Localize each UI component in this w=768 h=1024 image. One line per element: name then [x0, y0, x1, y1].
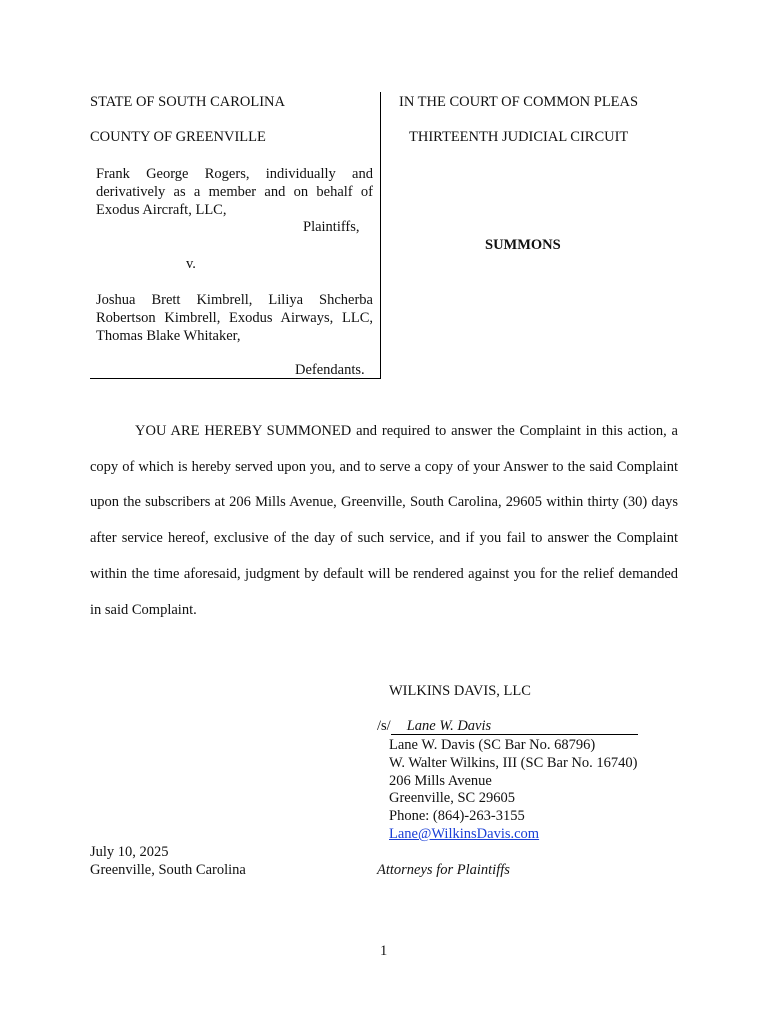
signature-line	[377, 718, 638, 735]
summons-paragraph	[90, 414, 678, 628]
plaintiff-line-1: Frank George Rogers, individually and	[96, 166, 373, 182]
versus-label: v.	[186, 256, 196, 272]
document-title: SUMMONS	[485, 237, 561, 253]
caption-vertical-rule	[380, 92, 381, 378]
state-name: STATE OF SOUTH CAROLINA	[90, 94, 285, 110]
defendant-line-1: Joshua Brett Kimbrell, Liliya Shcherba	[96, 292, 373, 308]
address-line-1: 206 Mills Avenue	[389, 772, 492, 789]
email-link[interactable]: Lane@WilkinsDavis.com	[389, 825, 540, 842]
phone-number: Phone: (864)-263-3155	[389, 808, 525, 825]
place: Greenville, South Carolina	[90, 862, 246, 878]
summons-text: YOU ARE HEREBY SUMMONED and required to answer the Complaint in this action, a copy of which is hereby served upon you, and to serve a copy of your Answer to the said Complaint upon the subscribers at 206 Mills Avenue, Greenville, South Carolina, 29605 within thirty (30) days after service hereof, exclusive of the day of such service, and if you fail to answer the Complaint within the time aforesaid, judgment by default will be rendered against you for the relief demanded in said Complaint.	[90, 423, 678, 618]
attorney-2: W. Walter Wilkins, III (SC Bar No. 16740)	[389, 754, 638, 771]
attorney-block	[389, 737, 637, 844]
date: July 10, 2025	[90, 844, 169, 860]
defendant-block	[96, 291, 373, 345]
attorney-1: Lane W. Davis (SC Bar No. 68796)	[389, 737, 596, 753]
firm-name: WILKINS DAVIS, LLC	[389, 683, 531, 699]
plaintiff-block	[96, 165, 373, 219]
county-name: COUNTY OF GREENVILLE	[90, 129, 266, 145]
signed-name: Lane W. Davis	[391, 718, 638, 735]
attorney-role: Attorneys for Plaintiffs	[377, 862, 510, 878]
circuit-name: THIRTEENTH JUDICIAL CIRCUIT	[409, 129, 629, 145]
address-line-2: Greenville, SC 29605	[389, 790, 516, 807]
plaintiffs-label: Plaintiffs,	[303, 219, 360, 235]
court-name: IN THE COURT OF COMMON PLEAS	[399, 94, 639, 110]
plaintiff-line-2: derivatively as a member and on behalf of	[96, 184, 373, 200]
defendants-label: Defendants.	[295, 362, 365, 378]
page-number: 1	[380, 943, 388, 959]
signature-slash-s: /s/	[377, 718, 391, 734]
defendant-line-3: Thomas Blake Whitaker,	[96, 328, 241, 344]
plaintiff-line-3: Exodus Aircraft, LLC,	[96, 202, 227, 218]
defendant-line-2: Robertson Kimbrell, Exodus Airways, LLC,	[96, 310, 373, 326]
